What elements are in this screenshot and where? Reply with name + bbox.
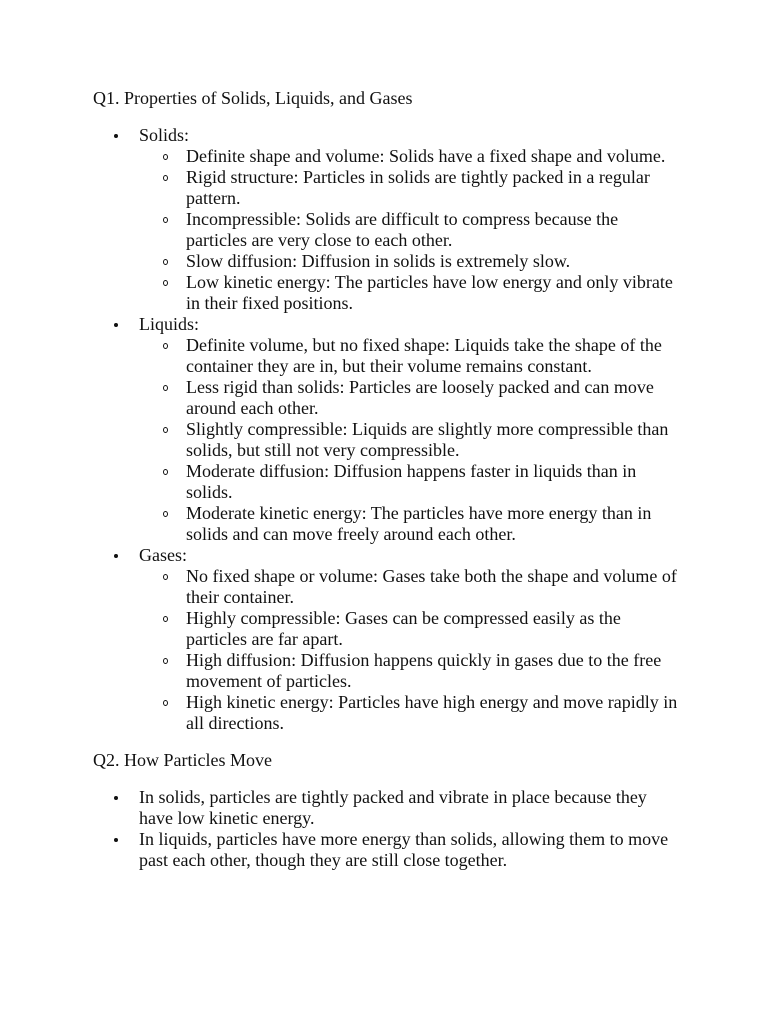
category-solids xyxy=(93,125,683,314)
solids-property-list xyxy=(139,146,683,314)
list-item xyxy=(139,566,683,608)
q2-list xyxy=(93,787,683,871)
q1-category-list xyxy=(93,125,683,734)
bullet-icon xyxy=(114,554,118,558)
list-item xyxy=(139,650,683,692)
list-item xyxy=(93,829,683,871)
circle-bullet-icon xyxy=(163,574,168,580)
liquids-property-list xyxy=(139,335,683,545)
list-item xyxy=(139,251,683,272)
property-text: Definite shape and volume: Solids have a fixed shape and volume. xyxy=(186,146,666,166)
property-text: High kinetic energy: Particles have high energy and move rapidly in all directions. xyxy=(186,692,678,733)
circle-bullet-icon xyxy=(163,217,168,223)
circle-bullet-icon xyxy=(163,343,168,349)
circle-bullet-icon xyxy=(163,427,168,433)
list-item xyxy=(139,335,683,377)
category-label: Liquids: xyxy=(139,314,200,334)
category-gases xyxy=(93,545,683,734)
property-text: Incompressible: Solids are difficult to compress because the particles are very close to each other. xyxy=(186,209,619,250)
q2-heading: Q2. How Particles Move xyxy=(93,750,272,770)
property-text: Low kinetic energy: The particles have low energy and only vibrate in their fixed positions. xyxy=(186,272,673,313)
property-text: No fixed shape or volume: Gases take both the shape and volume of their container. xyxy=(186,566,677,607)
gases-property-list xyxy=(139,566,683,734)
list-item xyxy=(139,377,683,419)
circle-bullet-icon xyxy=(163,658,168,664)
list-item xyxy=(139,146,683,167)
q1-heading: Q1. Properties of Solids, Liquids, and Gases xyxy=(93,88,413,108)
circle-bullet-icon xyxy=(163,469,168,475)
circle-bullet-icon xyxy=(163,385,168,391)
circle-bullet-icon xyxy=(163,700,168,706)
category-liquids xyxy=(93,314,683,545)
list-item xyxy=(139,503,683,545)
list-item xyxy=(139,167,683,209)
bullet-icon xyxy=(114,323,118,327)
circle-bullet-icon xyxy=(163,259,168,265)
circle-bullet-icon xyxy=(163,154,168,160)
circle-bullet-icon xyxy=(163,175,168,181)
item-text: In liquids, particles have more energy than solids, allowing them to move past each other, though they are still close together. xyxy=(139,829,669,870)
circle-bullet-icon xyxy=(163,616,168,622)
document-page xyxy=(93,88,683,871)
property-text: Slow diffusion: Diffusion in solids is extremely slow. xyxy=(186,251,571,271)
list-item xyxy=(139,608,683,650)
list-item xyxy=(139,692,683,734)
property-text: Less rigid than solids: Particles are loosely packed and can move around each other. xyxy=(186,377,654,418)
category-label: Solids: xyxy=(139,125,190,145)
circle-bullet-icon xyxy=(163,280,168,286)
category-label: Gases: xyxy=(139,545,187,565)
bullet-icon xyxy=(114,134,118,138)
list-item xyxy=(139,272,683,314)
circle-bullet-icon xyxy=(163,511,168,517)
property-text: Definite volume, but no fixed shape: Liquids take the shape of the container they are in, but their volume remains constant. xyxy=(186,335,662,376)
list-item xyxy=(139,461,683,503)
list-item xyxy=(93,787,683,829)
property-text: Slightly compressible: Liquids are slightly more compressible than solids, but still not very compressible. xyxy=(186,419,669,460)
bullet-icon xyxy=(114,796,118,800)
property-text: High diffusion: Diffusion happens quickly in gases due to the free movement of particles. xyxy=(186,650,662,691)
item-text: In solids, particles are tightly packed and vibrate in place because they have low kinetic energy. xyxy=(139,787,647,828)
property-text: Rigid structure: Particles in solids are tightly packed in a regular pattern. xyxy=(186,167,650,208)
bullet-icon xyxy=(114,838,118,842)
property-text: Highly compressible: Gases can be compressed easily as the particles are far apart. xyxy=(186,608,621,649)
property-text: Moderate kinetic energy: The particles have more energy than in solids and can move freely around each other. xyxy=(186,503,652,544)
list-item xyxy=(139,209,683,251)
property-text: Moderate diffusion: Diffusion happens faster in liquids than in solids. xyxy=(186,461,637,502)
list-item xyxy=(139,419,683,461)
